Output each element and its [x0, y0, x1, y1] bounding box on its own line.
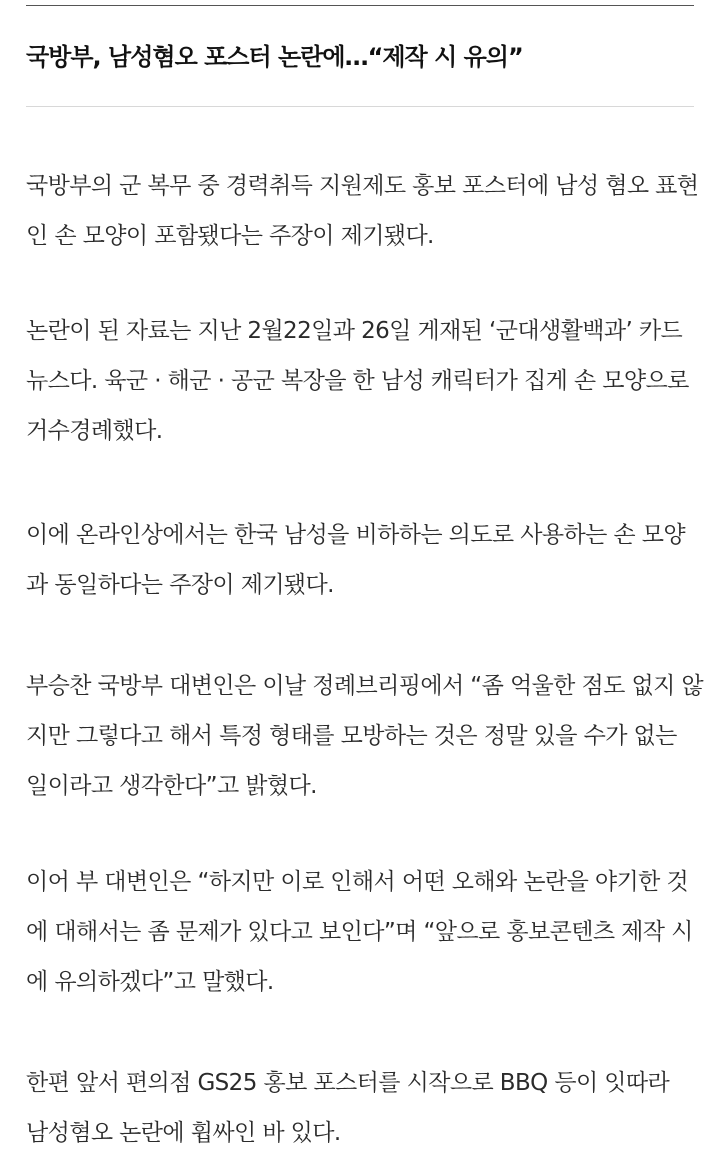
paragraph-line: 남성혐오 논란에 휩싸인 바 있다. [26, 1120, 341, 1146]
paragraph-line: 일이라고 생각한다”고 밝혔다. [26, 773, 317, 799]
paragraph-1 [26, 161, 699, 261]
paragraph-line: 부승찬 국방부 대변인은 이날 정례브리핑에서 “좀 억울한 점도 없지 않 [26, 673, 704, 699]
paragraph-line: 거수경례했다. [26, 418, 163, 444]
paragraph-line: 과 동일하다는 주장이 제기됐다. [26, 572, 334, 598]
paragraph-5 [26, 857, 696, 1007]
headline-divider [26, 106, 694, 107]
paragraph-line: 이어 부 대변인은 “하지만 이로 인해서 어떤 오해와 논란을 야기한 것 [26, 869, 689, 895]
paragraph-line: 지만 그렇다고 해서 특정 형태를 모방하는 것은 정말 있을 수가 없는 [26, 723, 677, 749]
paragraph-line: 뉴스다. 육군 · 해군 · 공군 복장을 한 남성 캐릭터가 집게 손 모양으로 [26, 368, 689, 394]
paragraph-line: 인 손 모양이 포함됐다는 주장이 제기됐다. [26, 223, 434, 249]
paragraph-line: 이에 온라인상에서는 한국 남성을 비하하는 의도로 사용하는 손 모양 [26, 522, 685, 548]
headline: 국방부, 남성혐오 포스터 논란에…“제작 시 유의” [26, 43, 523, 71]
top-divider [26, 5, 694, 6]
paragraph-line: 에 대해서는 좀 문제가 있다고 보인다”며 “앞으로 홍보콘텐츠 제작 시 [26, 919, 693, 945]
paragraph-line: 에 유의하겠다”고 말했다. [26, 969, 274, 995]
paragraph-line: 논란이 된 자료는 지난 2월22일과 26일 게재된 ‘군대생활백과’ 카드 [26, 318, 683, 344]
paragraph-2 [26, 306, 696, 456]
paragraph-line: 국방부의 군 복무 중 경력취득 지원제도 홍보 포스터에 남성 혐오 표현 [26, 173, 699, 199]
paragraph-line: 한편 앞서 편의점 GS25 홍보 포스터를 시작으로 BBQ 등이 잇따라 [26, 1070, 670, 1096]
paragraph-3 [26, 510, 696, 610]
paragraph-6 [26, 1058, 696, 1158]
paragraph-4 [26, 661, 704, 811]
